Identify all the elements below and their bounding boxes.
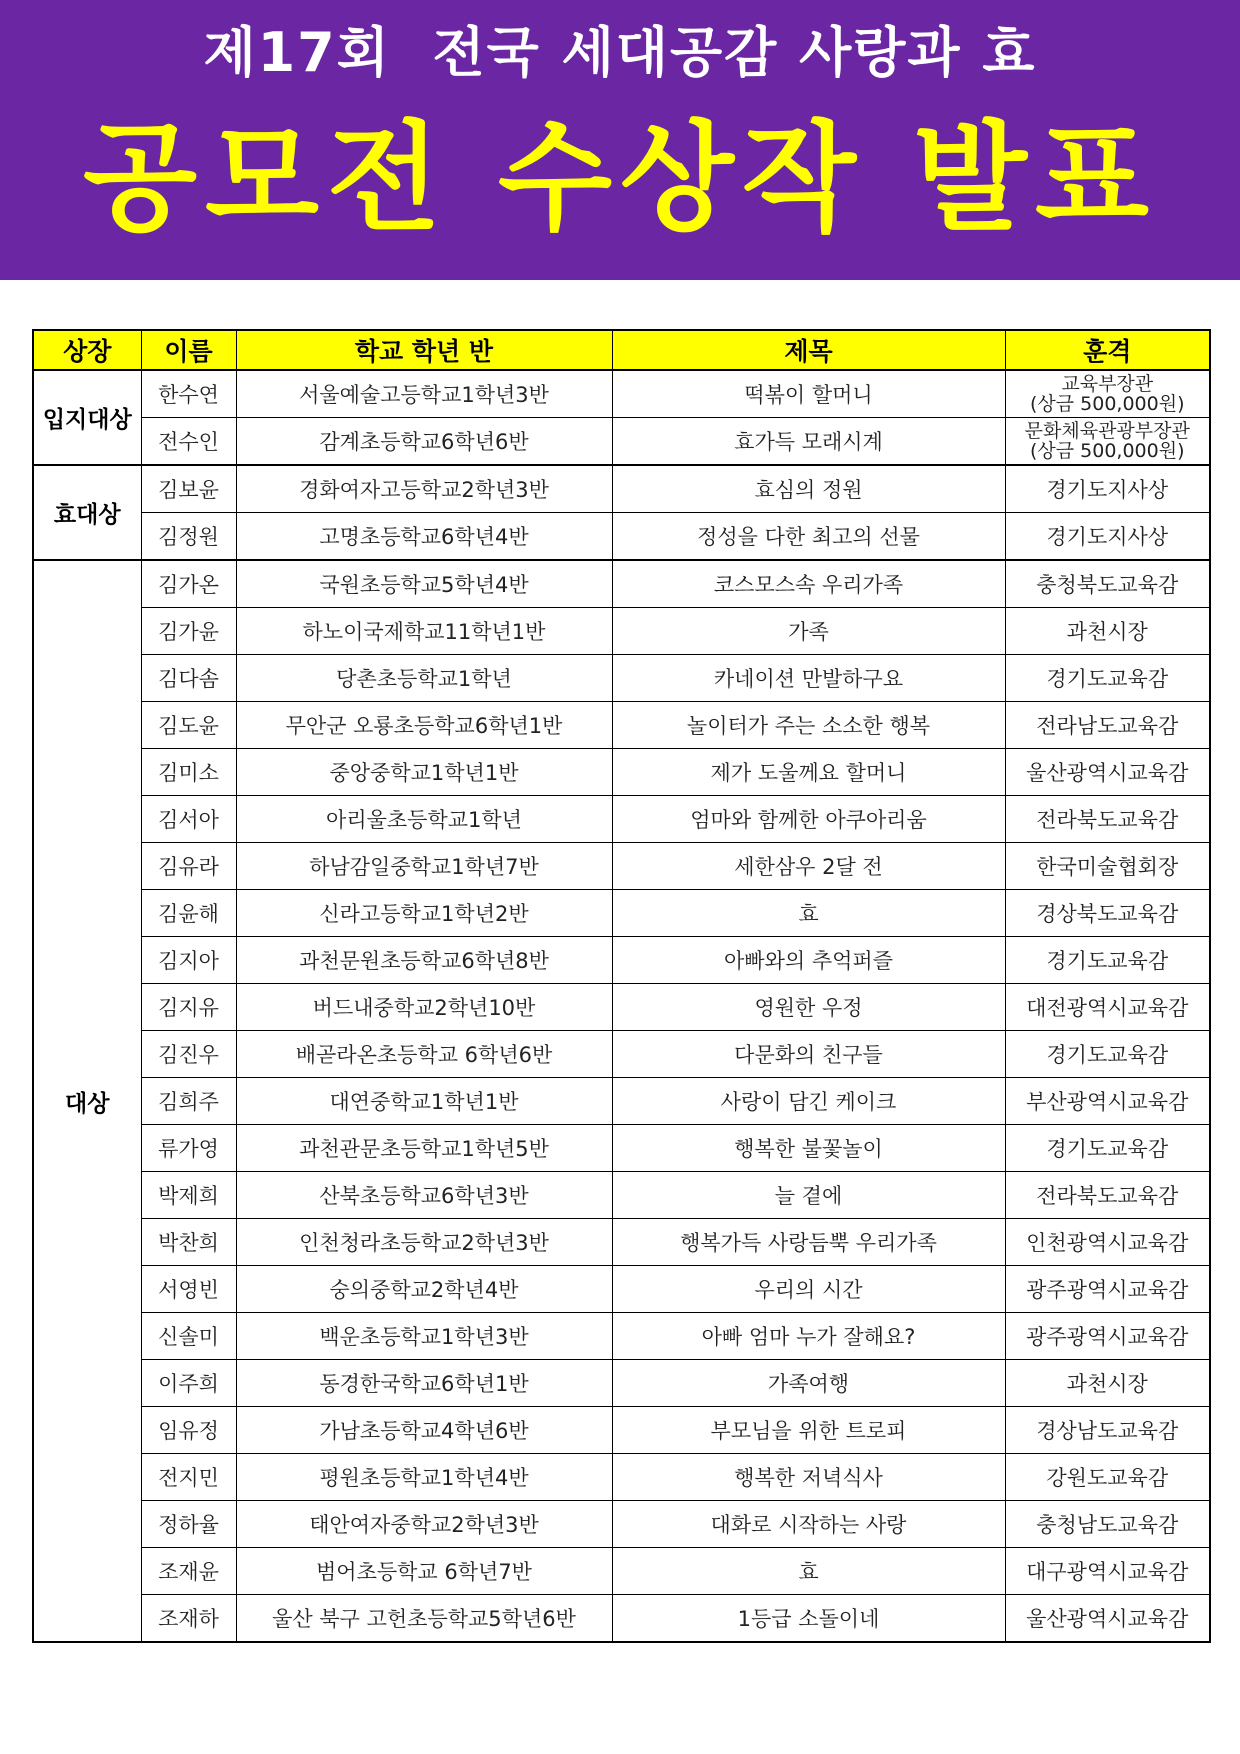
prize-name: 과천시장 xyxy=(1005,608,1210,655)
school-grade-class: 태안여자중학교2학년3반 xyxy=(236,1501,612,1548)
table-row xyxy=(33,1078,1210,1125)
artwork-title: 제가 도울께요 할머니 xyxy=(612,749,1005,796)
award-category: 대상 xyxy=(33,560,141,1642)
artwork-title: 가족여행 xyxy=(612,1360,1005,1407)
artwork-title: 사랑이 담긴 케이크 xyxy=(612,1078,1005,1125)
artwork-title: 떡볶이 할머니 xyxy=(612,370,1005,418)
artwork-title: 효 xyxy=(612,890,1005,937)
school-grade-class: 과천관문초등학교1학년5반 xyxy=(236,1125,612,1172)
school-grade-class: 대연중학교1학년1반 xyxy=(236,1078,612,1125)
winner-name: 김다솜 xyxy=(141,655,236,702)
table-row xyxy=(33,370,1210,418)
winner-name: 임유정 xyxy=(141,1407,236,1454)
winner-name: 조재하 xyxy=(141,1595,236,1643)
school-grade-class: 평원초등학교1학년4반 xyxy=(236,1454,612,1501)
header-row xyxy=(33,330,1210,370)
school-grade-class: 하남감일중학교1학년7반 xyxy=(236,843,612,890)
school-grade-class: 가남초등학교4학년6반 xyxy=(236,1407,612,1454)
prize-name: 한국미술협회장 xyxy=(1005,843,1210,890)
winner-name: 김진우 xyxy=(141,1031,236,1078)
winner-name: 김가윤 xyxy=(141,608,236,655)
school-grade-class: 과천문원초등학교6학년8반 xyxy=(236,937,612,984)
school-grade-class: 고명초등학교6학년4반 xyxy=(236,513,612,561)
header-name: 이름 xyxy=(141,330,236,370)
award-group xyxy=(33,465,1210,560)
prize-name: 경기도교육감 xyxy=(1005,1031,1210,1078)
table-row xyxy=(33,1031,1210,1078)
winner-name: 김지아 xyxy=(141,937,236,984)
artwork-title: 가족 xyxy=(612,608,1005,655)
prize-name: 충청북도교육감 xyxy=(1005,560,1210,608)
school-grade-class: 범어초등학교 6학년7반 xyxy=(236,1548,612,1595)
artwork-title: 행복한 저녁식사 xyxy=(612,1454,1005,1501)
winner-name: 김지유 xyxy=(141,984,236,1031)
prize-money: (상금 500,000원) xyxy=(1030,393,1185,415)
prize-name: 인천광역시교육감 xyxy=(1005,1219,1210,1266)
table-row xyxy=(33,749,1210,796)
artwork-title: 효 xyxy=(612,1548,1005,1595)
school-grade-class: 배곧라온초등학교 6학년6반 xyxy=(236,1031,612,1078)
award-category: 입지대상 xyxy=(33,370,141,465)
artwork-title: 엄마와 함께한 아쿠아리움 xyxy=(612,796,1005,843)
artwork-title: 세한삼우 2달 전 xyxy=(612,843,1005,890)
header-school: 학교 학년 반 xyxy=(236,330,612,370)
prize-name: 광주광역시교육감 xyxy=(1005,1266,1210,1313)
header-award: 상장 xyxy=(33,330,141,370)
prize-name: 경기도지사상 xyxy=(1005,465,1210,513)
table-row xyxy=(33,418,1210,466)
artwork-title: 놀이터가 주는 소소한 행복 xyxy=(612,702,1005,749)
prize-name: 경상북도교육감 xyxy=(1005,890,1210,937)
artwork-title: 다문화의 친구들 xyxy=(612,1031,1005,1078)
prize-name: 전라남도교육감 xyxy=(1005,702,1210,749)
prize-name: 경기도교육감 xyxy=(1005,1125,1210,1172)
table-row xyxy=(33,984,1210,1031)
school-grade-class: 하노이국제학교11학년1반 xyxy=(236,608,612,655)
table-row xyxy=(33,1501,1210,1548)
artwork-title: 대화로 시작하는 사랑 xyxy=(612,1501,1005,1548)
school-grade-class: 당촌초등학교1학년 xyxy=(236,655,612,702)
table-row xyxy=(33,890,1210,937)
artwork-title: 아빠 엄마 누가 잘해요? xyxy=(612,1313,1005,1360)
banner-title: 제17회 전국 세대공감 사랑과 효 xyxy=(203,21,1037,84)
artwork-title: 행복가득 사랑듬뿍 우리가족 xyxy=(612,1219,1005,1266)
prize-name: 교육부장관 xyxy=(1061,373,1154,395)
winner-name: 이주희 xyxy=(141,1360,236,1407)
table-row xyxy=(33,937,1210,984)
winner-name: 김도윤 xyxy=(141,702,236,749)
school-grade-class: 산북초등학교6학년3반 xyxy=(236,1172,612,1219)
winner-name: 김미소 xyxy=(141,749,236,796)
winner-name: 김유라 xyxy=(141,843,236,890)
table-row xyxy=(33,1313,1210,1360)
winner-name: 류가영 xyxy=(141,1125,236,1172)
school-grade-class: 무안군 오룡초등학교6학년1반 xyxy=(236,702,612,749)
school-grade-class: 서울예술고등학교1학년3반 xyxy=(236,370,612,418)
winner-name: 박찬희 xyxy=(141,1219,236,1266)
school-grade-class: 국원초등학교5학년4반 xyxy=(236,560,612,608)
school-grade-class: 백운초등학교1학년3반 xyxy=(236,1313,612,1360)
artwork-title: 코스모스속 우리가족 xyxy=(612,560,1005,608)
artwork-title: 부모님을 위한 트로피 xyxy=(612,1407,1005,1454)
winner-name: 김가온 xyxy=(141,560,236,608)
school-grade-class: 경화여자고등학교2학년3반 xyxy=(236,465,612,513)
prize-name: 경기도교육감 xyxy=(1005,937,1210,984)
winner-name: 김정원 xyxy=(141,513,236,561)
winner-name: 서영빈 xyxy=(141,1266,236,1313)
table-row xyxy=(33,608,1210,655)
school-grade-class: 버드내중학교2학년10반 xyxy=(236,984,612,1031)
prize-name: 경상남도교육감 xyxy=(1005,1407,1210,1454)
table-row xyxy=(33,1172,1210,1219)
table-row xyxy=(33,655,1210,702)
school-grade-class: 울산 북구 고헌초등학교5학년6반 xyxy=(236,1595,612,1643)
table-row xyxy=(33,796,1210,843)
artwork-title: 카네이션 만발하구요 xyxy=(612,655,1005,702)
award-group xyxy=(33,370,1210,465)
table-row xyxy=(33,1454,1210,1501)
artwork-title: 우리의 시간 xyxy=(612,1266,1005,1313)
banner-subtitle: 공모전 수상작 발표 xyxy=(82,109,1158,247)
prize-money: (상금 500,000원) xyxy=(1030,440,1185,462)
artwork-title: 영원한 우정 xyxy=(612,984,1005,1031)
winner-name: 정하율 xyxy=(141,1501,236,1548)
artwork-title: 행복한 불꽃놀이 xyxy=(612,1125,1005,1172)
winner-name: 신솔미 xyxy=(141,1313,236,1360)
awards-table xyxy=(32,329,1211,1643)
table-row xyxy=(33,1595,1210,1643)
school-grade-class: 감계초등학교6학년6반 xyxy=(236,418,612,466)
winner-name: 김보윤 xyxy=(141,465,236,513)
artwork-title: 효심의 정원 xyxy=(612,465,1005,513)
header-banner xyxy=(0,0,1240,280)
prize-name: 충청남도교육감 xyxy=(1005,1501,1210,1548)
award-category: 효대상 xyxy=(33,465,141,560)
prize-cell xyxy=(1005,418,1210,466)
artwork-title: 늘 곁에 xyxy=(612,1172,1005,1219)
artwork-title: 정성을 다한 최고의 선물 xyxy=(612,513,1005,561)
winner-name: 박제희 xyxy=(141,1172,236,1219)
school-grade-class: 신라고등학교1학년2반 xyxy=(236,890,612,937)
table-row xyxy=(33,1548,1210,1595)
prize-name: 경기도지사상 xyxy=(1005,513,1210,561)
header-title: 제목 xyxy=(612,330,1005,370)
prize-name: 부산광역시교육감 xyxy=(1005,1078,1210,1125)
prize-name: 울산광역시교육감 xyxy=(1005,749,1210,796)
prize-name: 대구광역시교육감 xyxy=(1005,1548,1210,1595)
table-row xyxy=(33,513,1210,561)
school-grade-class: 중앙중학교1학년1반 xyxy=(236,749,612,796)
awards-table-header xyxy=(33,330,1210,370)
prize-name: 전라북도교육감 xyxy=(1005,1172,1210,1219)
winner-name: 전수인 xyxy=(141,418,236,466)
prize-cell xyxy=(1005,370,1210,418)
prize-name: 광주광역시교육감 xyxy=(1005,1313,1210,1360)
table-row xyxy=(33,1360,1210,1407)
table-row xyxy=(33,465,1210,513)
artwork-title: 아빠와의 추억퍼즐 xyxy=(612,937,1005,984)
prize-name: 울산광역시교육감 xyxy=(1005,1595,1210,1643)
winner-name: 전지민 xyxy=(141,1454,236,1501)
prize-name: 대전광역시교육감 xyxy=(1005,984,1210,1031)
table-row xyxy=(33,1266,1210,1313)
header-prize: 훈격 xyxy=(1005,330,1210,370)
school-grade-class: 동경한국학교6학년1반 xyxy=(236,1360,612,1407)
table-row xyxy=(33,560,1210,608)
table-row xyxy=(33,1125,1210,1172)
winner-name: 김서아 xyxy=(141,796,236,843)
table-row xyxy=(33,843,1210,890)
school-grade-class: 숭의중학교2학년4반 xyxy=(236,1266,612,1313)
winner-name: 김희주 xyxy=(141,1078,236,1125)
prize-name: 전라북도교육감 xyxy=(1005,796,1210,843)
table-row xyxy=(33,1407,1210,1454)
prize-name: 과천시장 xyxy=(1005,1360,1210,1407)
table-row xyxy=(33,1219,1210,1266)
school-grade-class: 아리울초등학교1학년 xyxy=(236,796,612,843)
artwork-title: 1등급 소돌이네 xyxy=(612,1595,1005,1643)
prize-name: 문화체육관광부장관 xyxy=(1024,420,1190,442)
table-row xyxy=(33,702,1210,749)
winner-name: 한수연 xyxy=(141,370,236,418)
school-grade-class: 인천청라초등학교2학년3반 xyxy=(236,1219,612,1266)
prize-name: 경기도교육감 xyxy=(1005,655,1210,702)
artwork-title: 효가득 모래시계 xyxy=(612,418,1005,466)
award-group xyxy=(33,560,1210,1642)
winner-name: 조재윤 xyxy=(141,1548,236,1595)
prize-name: 강원도교육감 xyxy=(1005,1454,1210,1501)
winner-name: 김윤해 xyxy=(141,890,236,937)
